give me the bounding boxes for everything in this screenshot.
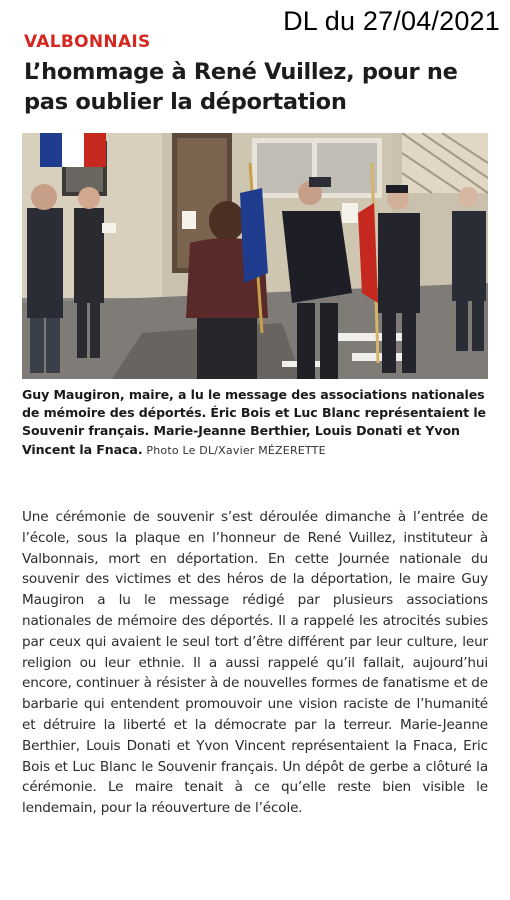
source-date-stamp: DL du 27/04/2021 bbox=[283, 6, 500, 36]
ceremony-photo bbox=[22, 133, 488, 379]
section-kicker: VALBONNAIS bbox=[24, 32, 151, 52]
caption-text: Guy Maugiron, maire, a lu le message des associations nationales de mémoire des déportés. Éric Bois et Luc Blanc représentaient le Souvenir français. Marie-Jeanne Berthier, Louis Donati et Yvon Vincent la Fnaca. bbox=[22, 387, 487, 457]
photo-credit: Photo Le DL/Xavier MÉZERETTE bbox=[146, 443, 326, 457]
article-headline: L’hommage à René Vuillez, pour ne pas oublier la déportation bbox=[24, 59, 458, 115]
article-body: Une cérémonie de souvenir s’est déroulée dimanche à l’entrée de l’école, sous la plaque en l’honneur de René Vuillez, instituteur à Valbonnais, mort en déportation. En cette Journée nationale du souvenir des victimes et des héros de la déportation, le maire Guy Maugiron a lu le message rédigé par plusieurs associations nationales de mémoire des déportés. Il a rappelé les atrocités subies par ceux qui avaient le seul tort d’être différent par leur culture, leur religion ou leur ethnie. Il a aussi rappelé qu’il fallait, aujourd’hui encore, continuer à résister à de nouvelles formes de fanatisme et de barbarie qui entendent promouvoir une vision raciste de l’humanité et détruire la liberté et la démocrate par la terreur. Marie-Jeanne Berthier, Louis Donati et Yvon Vincent représentaient la Fnaca, Eric Bois et Luc Blanc le Souvenir français. Un dépôt de gerbe a clôturé la cérémonie. Le maire tenait à ce qu’elle reste bien visible le lendemain, pour la réouverture de l’école. bbox=[22, 509, 488, 817]
photo-caption bbox=[22, 386, 490, 460]
